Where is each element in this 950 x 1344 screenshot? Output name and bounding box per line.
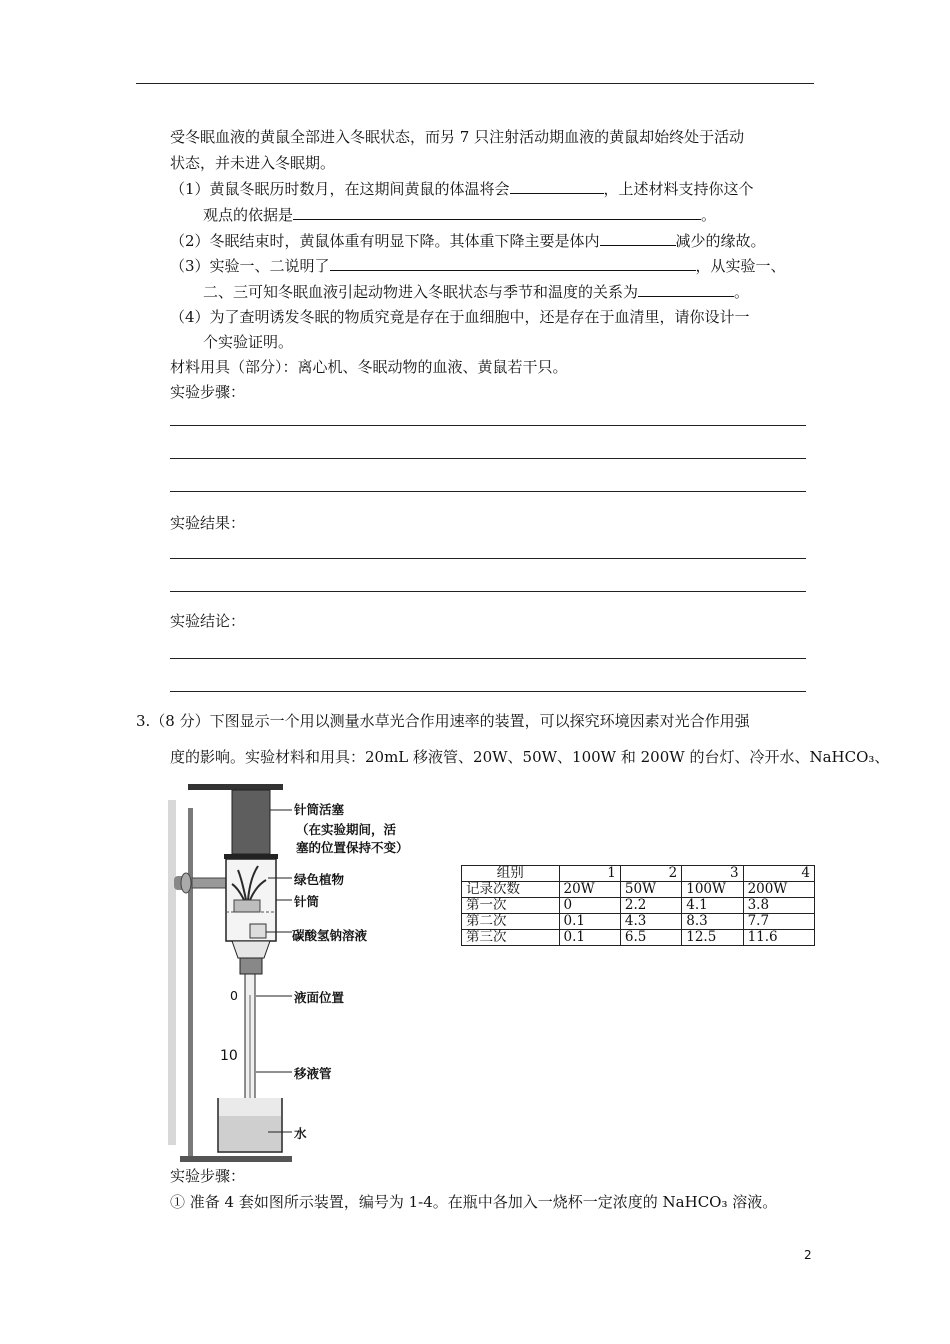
intro-line-2: 状态，并未进入冬眠期。 <box>170 154 336 172</box>
materials: 材料用具（部分）：离心机、冬眠动物的血液、黄鼠若干只。 <box>170 358 568 376</box>
label-plant: 绿色植物 <box>294 872 345 887</box>
label-plunger-note-1: （在实验期间，活 <box>296 822 397 837</box>
header-rule <box>136 83 814 84</box>
table-cell: 8.3 <box>682 914 743 930</box>
table-cell: 0.1 <box>559 930 620 946</box>
table-cell: 7.7 <box>743 914 814 930</box>
question-4-cont: 个实验证明。 <box>203 333 294 351</box>
answer-line <box>170 591 806 592</box>
table-cell: 4 <box>743 866 814 882</box>
table-row <box>462 898 815 914</box>
result-label: 实验结果： <box>170 514 246 532</box>
record-table <box>461 865 815 946</box>
table-cell: 12.5 <box>682 930 743 946</box>
question-4: （4）为了查明诱发冬眠的物质究竟是存在于血细胞中，还是存在于血清里，请你设计一 <box>170 308 750 326</box>
table-cell: 6.5 <box>620 930 681 946</box>
question-5-line-1: 3.（8 分）下图显示一个用以测量水草光合作用速率的装置，可以探究环境因素对光合作用强 <box>136 712 750 730</box>
table-cell: 第二次 <box>462 914 560 930</box>
step-1: ① 准备 4 套如图所示装置，编号为 1-4。在瓶中各加入一烧杯一定浓度的 NaHCO₃ 溶液。 <box>170 1193 778 1211</box>
table-cell: 3 <box>682 866 743 882</box>
table-row <box>462 882 815 898</box>
page-number: 2 <box>804 1248 812 1262</box>
answer-line <box>170 458 806 459</box>
table-cell: 第三次 <box>462 930 560 946</box>
table-cell: 2.2 <box>620 898 681 914</box>
table-cell: 11.6 <box>743 930 814 946</box>
question-1: （1）黄鼠冬眠历时数月，在这期间黄鼠的体温将会 ，上述材料支持你这个 <box>170 180 754 198</box>
table-cell: 组别 <box>462 866 560 882</box>
table-header-row <box>462 866 815 882</box>
conclusion-label: 实验结论： <box>170 612 246 630</box>
answer-line <box>170 658 806 659</box>
table-cell: 记录次数 <box>462 882 560 898</box>
blank-1a <box>510 179 604 194</box>
blank-1b <box>293 205 701 220</box>
table-cell: 3.8 <box>743 898 814 914</box>
question-3-cont: 二、三可知冬眠血液引起动物进入冬眠状态与季节和温度的关系为 。 <box>203 283 750 301</box>
intro-line-1: 受冬眠血液的黄鼠全部进入冬眠状态，而另 7 只注射活动期血液的黄鼠却始终处于活动 <box>170 128 745 146</box>
label-solution: 碳酸氢钠溶液 <box>292 928 368 943</box>
answer-line <box>170 425 806 426</box>
table-cell: 0.1 <box>559 914 620 930</box>
answer-line <box>170 558 806 559</box>
question-1-cont: 观点的依据是 。 <box>203 206 717 224</box>
question-3: （3）实验一、二说明了 ，从实验一、 <box>170 257 786 275</box>
table-row <box>462 914 815 930</box>
label-ten: 10 <box>220 1048 238 1064</box>
label-plunger-note-2: 塞的位置保持不变） <box>296 840 409 855</box>
blank-3b <box>638 282 734 297</box>
answer-line <box>170 691 806 692</box>
table-cell: 4.1 <box>682 898 743 914</box>
steps-label: 实验步骤： <box>170 383 246 401</box>
steps2-label: 实验步骤： <box>170 1167 246 1185</box>
table-cell: 100W <box>682 882 743 898</box>
blank-2 <box>600 231 676 246</box>
table-cell: 2 <box>620 866 681 882</box>
label-water: 水 <box>294 1126 307 1141</box>
apparatus-diagram <box>168 780 468 1170</box>
table-cell: 20W <box>559 882 620 898</box>
table-cell: 200W <box>743 882 814 898</box>
label-level: 液面位置 <box>294 990 345 1005</box>
question-5-line-2: 度的影响。实验材料和用具：20mL 移液管、20W、50W、100W 和 200W 的台灯、冷开水、NaHCO₃、 <box>170 748 890 766</box>
question-2: （2）冬眠结束时，黄鼠体重有明显下降。其体重下降主要是体内 减少的缘故。 <box>170 232 766 250</box>
blank-3a <box>330 256 696 271</box>
table-cell: 4.3 <box>620 914 681 930</box>
label-syringe: 针筒 <box>294 894 320 909</box>
answer-line <box>170 491 806 492</box>
label-zero: 0 <box>230 988 238 1003</box>
table-cell: 1 <box>559 866 620 882</box>
table-cell: 0 <box>559 898 620 914</box>
table-cell: 第一次 <box>462 898 560 914</box>
table-row <box>462 930 815 946</box>
label-plunger: 针筒活塞 <box>294 802 345 817</box>
table-cell: 50W <box>620 882 681 898</box>
label-pipette: 移液管 <box>294 1066 332 1081</box>
